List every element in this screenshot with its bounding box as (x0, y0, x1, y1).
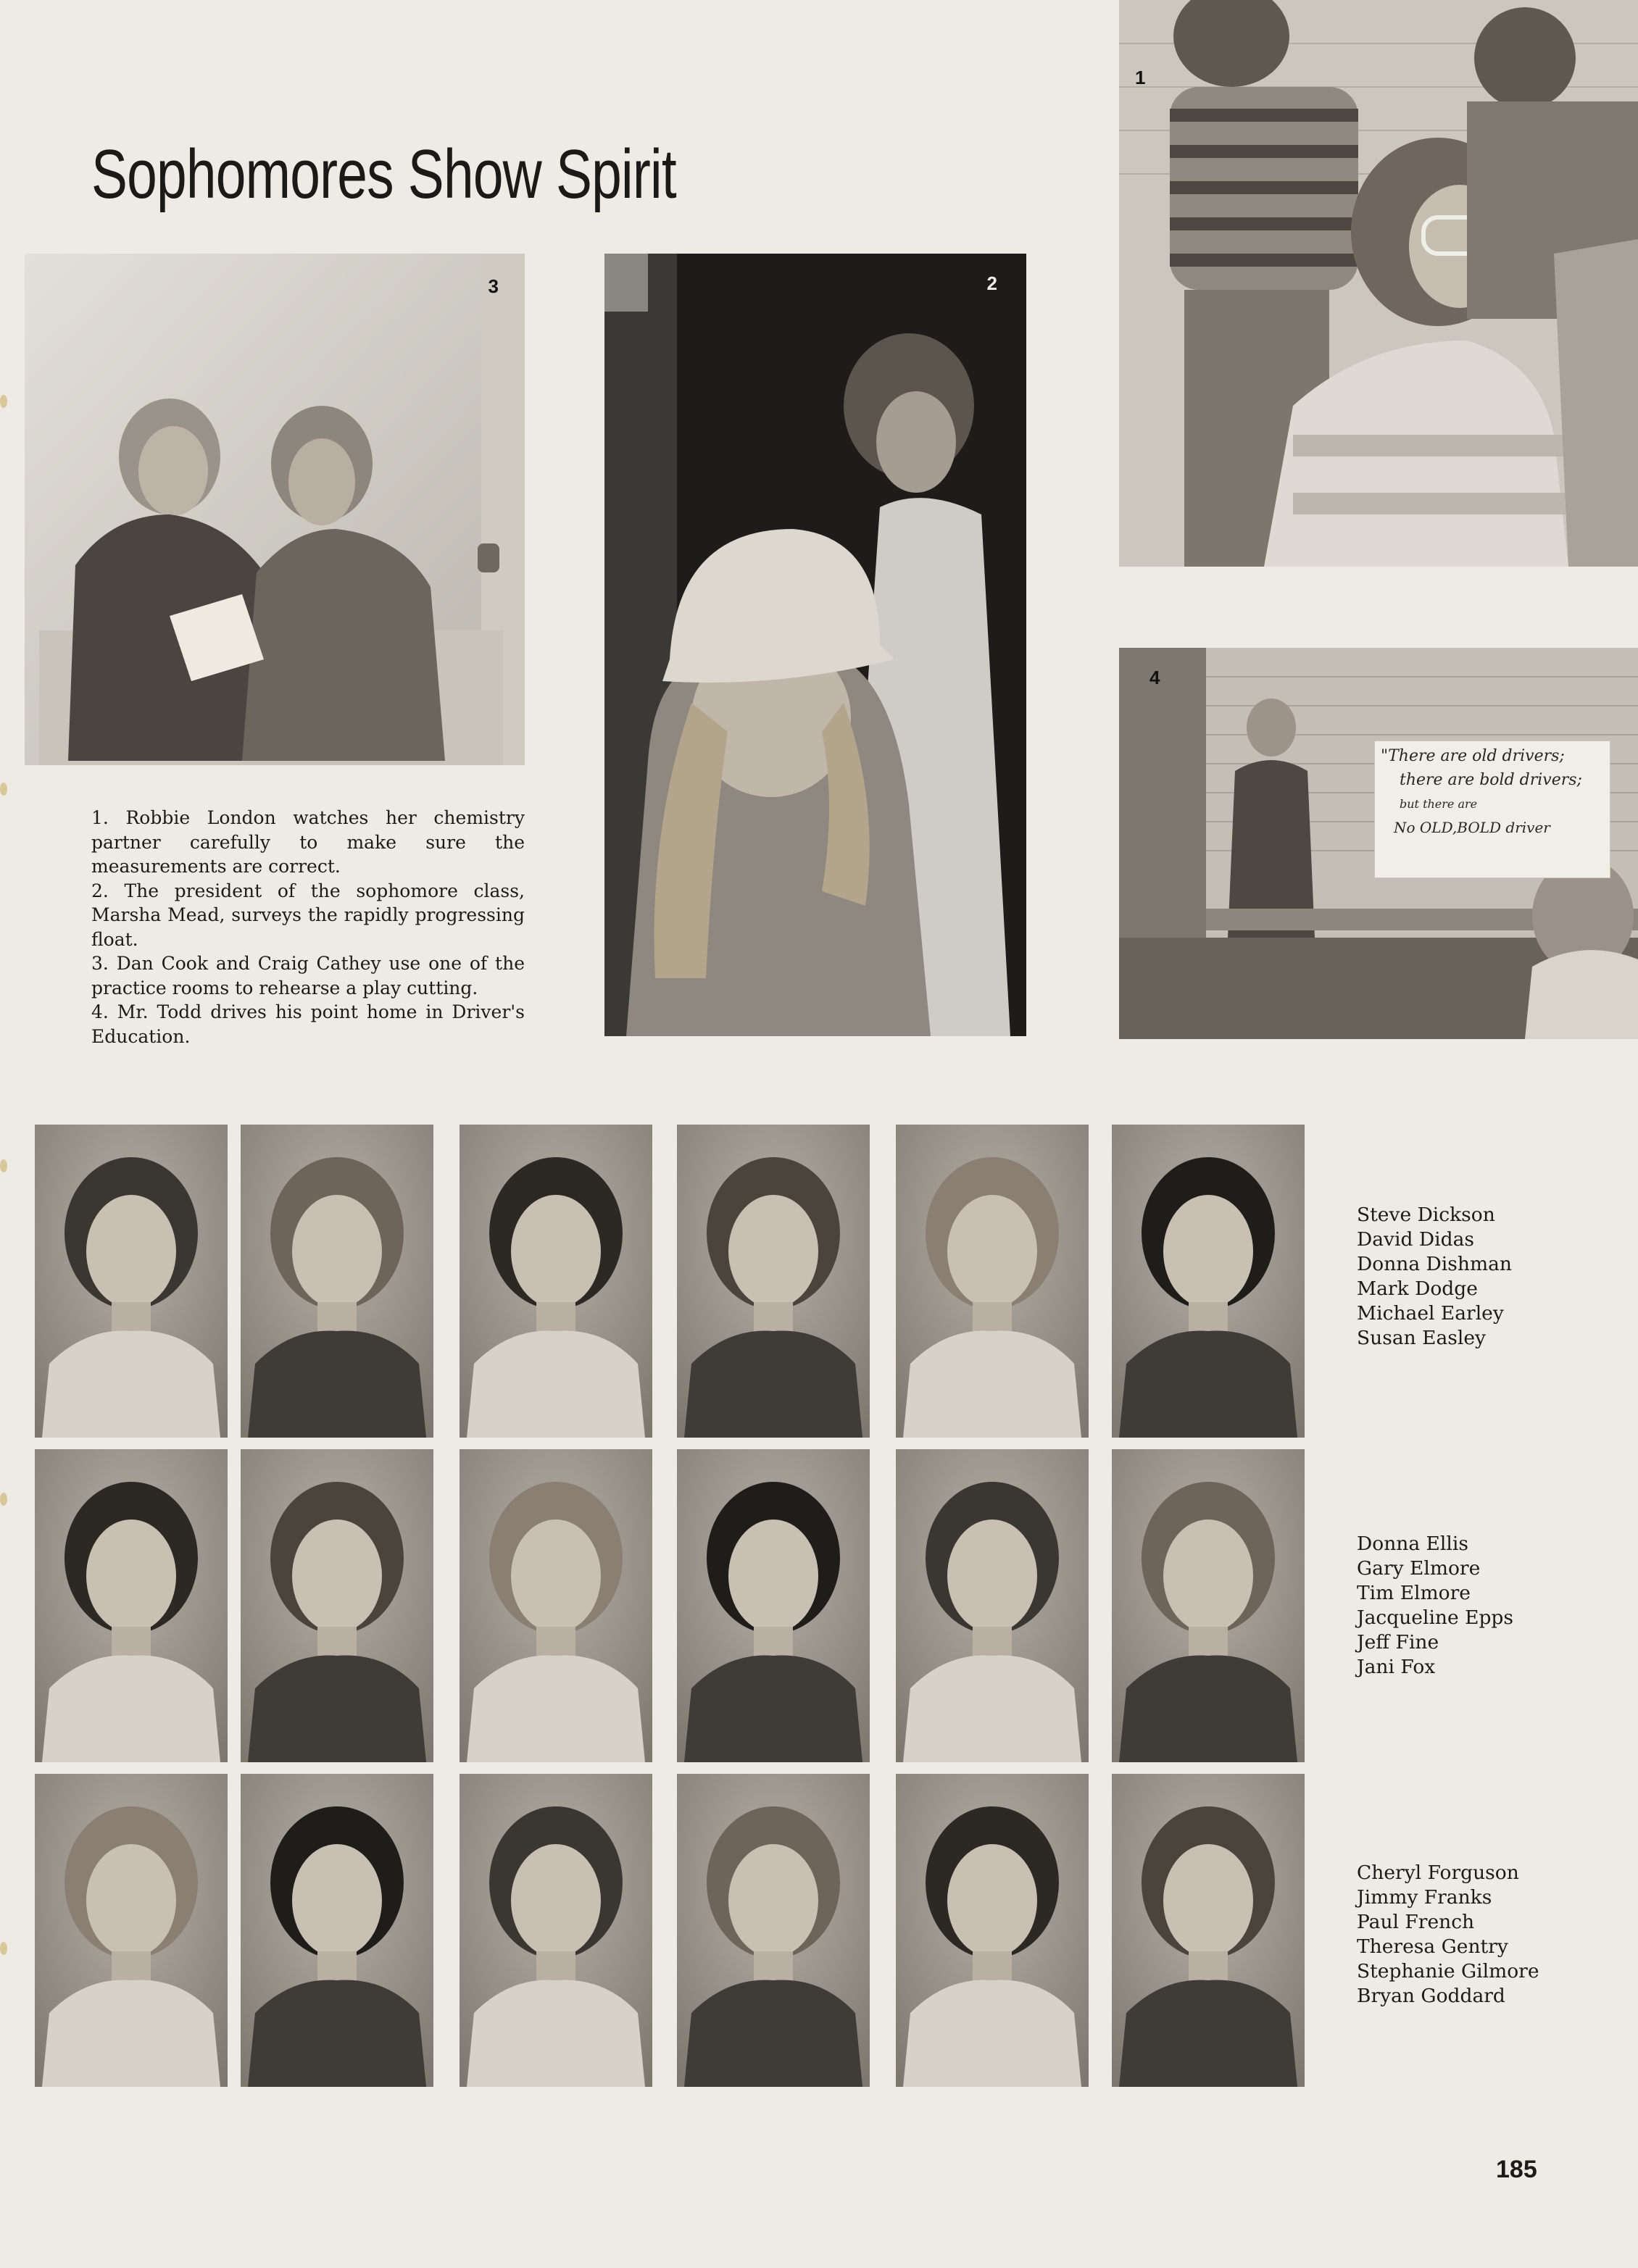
student-portrait (241, 1449, 433, 1762)
caption: 4. Mr. Todd drives his point home in Driver's Education. (91, 1001, 525, 1047)
student-name: Paul French (1357, 1911, 1475, 1933)
page-title: Sophomores Show Spirit (91, 136, 676, 213)
photo-practice-room (25, 254, 525, 765)
student-name: Jacqueline Epps (1357, 1606, 1513, 1629)
student-portrait (896, 1125, 1089, 1438)
name-list-row-3 (1357, 1861, 1539, 2009)
student-portrait (677, 1125, 870, 1438)
student-portrait (35, 1774, 228, 2087)
photo-number: 4 (1149, 667, 1160, 688)
student-name: Michael Earley (1357, 1302, 1504, 1325)
float-photo-image (604, 254, 1026, 1036)
photo-number: 2 (986, 272, 997, 294)
student-name: Susan Easley (1357, 1327, 1486, 1349)
sign-line: No OLD,BOLD driver (1394, 819, 1550, 836)
photo-number: 1 (1135, 67, 1146, 88)
student-portrait (460, 1774, 652, 2087)
portrait-image (677, 1774, 870, 2087)
student-name: Stephanie Gilmore (1357, 1960, 1539, 1983)
binder-mark (0, 783, 7, 796)
student-name: Theresa Gentry (1357, 1935, 1508, 1958)
student-name: Donna Ellis (1357, 1533, 1468, 1555)
sign-line: "There are old drivers; (1381, 747, 1565, 765)
portrait-image (35, 1449, 228, 1762)
binder-mark (0, 395, 7, 408)
student-name: Jimmy Franks (1357, 1886, 1492, 1909)
portrait-image (896, 1774, 1089, 2087)
caption: 1. Robbie London watches her chemistry partner carefully to make sure the measurements are correct. (91, 807, 525, 877)
binder-mark (0, 1942, 7, 1955)
chemistry-lab-photo-image (1119, 0, 1638, 567)
student-portrait (241, 1774, 433, 2087)
student-name: Gary Elmore (1357, 1557, 1481, 1580)
student-name: Steve Dickson (1357, 1204, 1495, 1226)
portrait-image (896, 1125, 1089, 1438)
student-name: Jeff Fine (1357, 1631, 1439, 1654)
student-portrait (35, 1125, 228, 1438)
student-portrait (1112, 1449, 1305, 1762)
photo-captions (91, 806, 525, 1048)
student-portrait (460, 1125, 652, 1438)
classroom-sign (1374, 741, 1610, 878)
student-portrait (35, 1449, 228, 1762)
student-portrait (1112, 1125, 1305, 1438)
portrait-image (1112, 1449, 1305, 1762)
photo-float (604, 254, 1026, 1036)
student-portrait (241, 1125, 433, 1438)
student-portrait (1112, 1774, 1305, 2087)
student-name: Bryan Goddard (1357, 1985, 1505, 2007)
name-list-row-1 (1357, 1203, 1512, 1351)
student-name: Tim Elmore (1357, 1582, 1471, 1604)
page-number: 185 (1496, 2156, 1537, 2183)
portrait-image (241, 1774, 433, 2087)
student-portrait (460, 1449, 652, 1762)
caption: 2. The president of the sophomore class, Marsha Mead, surveys the rapidly progressing float. (91, 880, 525, 950)
sign-line: but there are (1400, 797, 1478, 811)
student-portrait (677, 1774, 870, 2087)
portrait-image (460, 1449, 652, 1762)
portrait-image (241, 1125, 433, 1438)
binder-mark (0, 1493, 7, 1506)
student-name: Donna Dishman (1357, 1253, 1512, 1275)
portrait-image (35, 1774, 228, 2087)
portrait-image (677, 1125, 870, 1438)
photo-number: 3 (488, 275, 499, 297)
portrait-image (677, 1449, 870, 1762)
sign-line: there are bold drivers; (1400, 771, 1582, 789)
student-portrait (896, 1449, 1089, 1762)
student-name: Mark Dodge (1357, 1277, 1478, 1300)
student-name: David Didas (1357, 1228, 1474, 1251)
portrait-image (1112, 1774, 1305, 2087)
photo-chemistry-lab (1119, 0, 1638, 567)
portrait-image (241, 1449, 433, 1762)
caption: 3. Dan Cook and Craig Cathey use one of the practice rooms to rehearse a play cutting. (91, 953, 525, 998)
student-name: Cheryl Forguson (1357, 1861, 1519, 1884)
portrait-image (1112, 1125, 1305, 1438)
portrait-image (460, 1125, 652, 1438)
portrait-image (35, 1125, 228, 1438)
name-list-row-2 (1357, 1532, 1513, 1680)
photo-drivers-ed (1119, 648, 1638, 1039)
student-portrait (896, 1774, 1089, 2087)
portrait-image (460, 1774, 652, 2087)
binder-mark (0, 1159, 7, 1172)
practice-room-photo-image (25, 254, 525, 765)
student-portrait (677, 1449, 870, 1762)
portrait-image (896, 1449, 1089, 1762)
student-name: Jani Fox (1357, 1656, 1436, 1678)
